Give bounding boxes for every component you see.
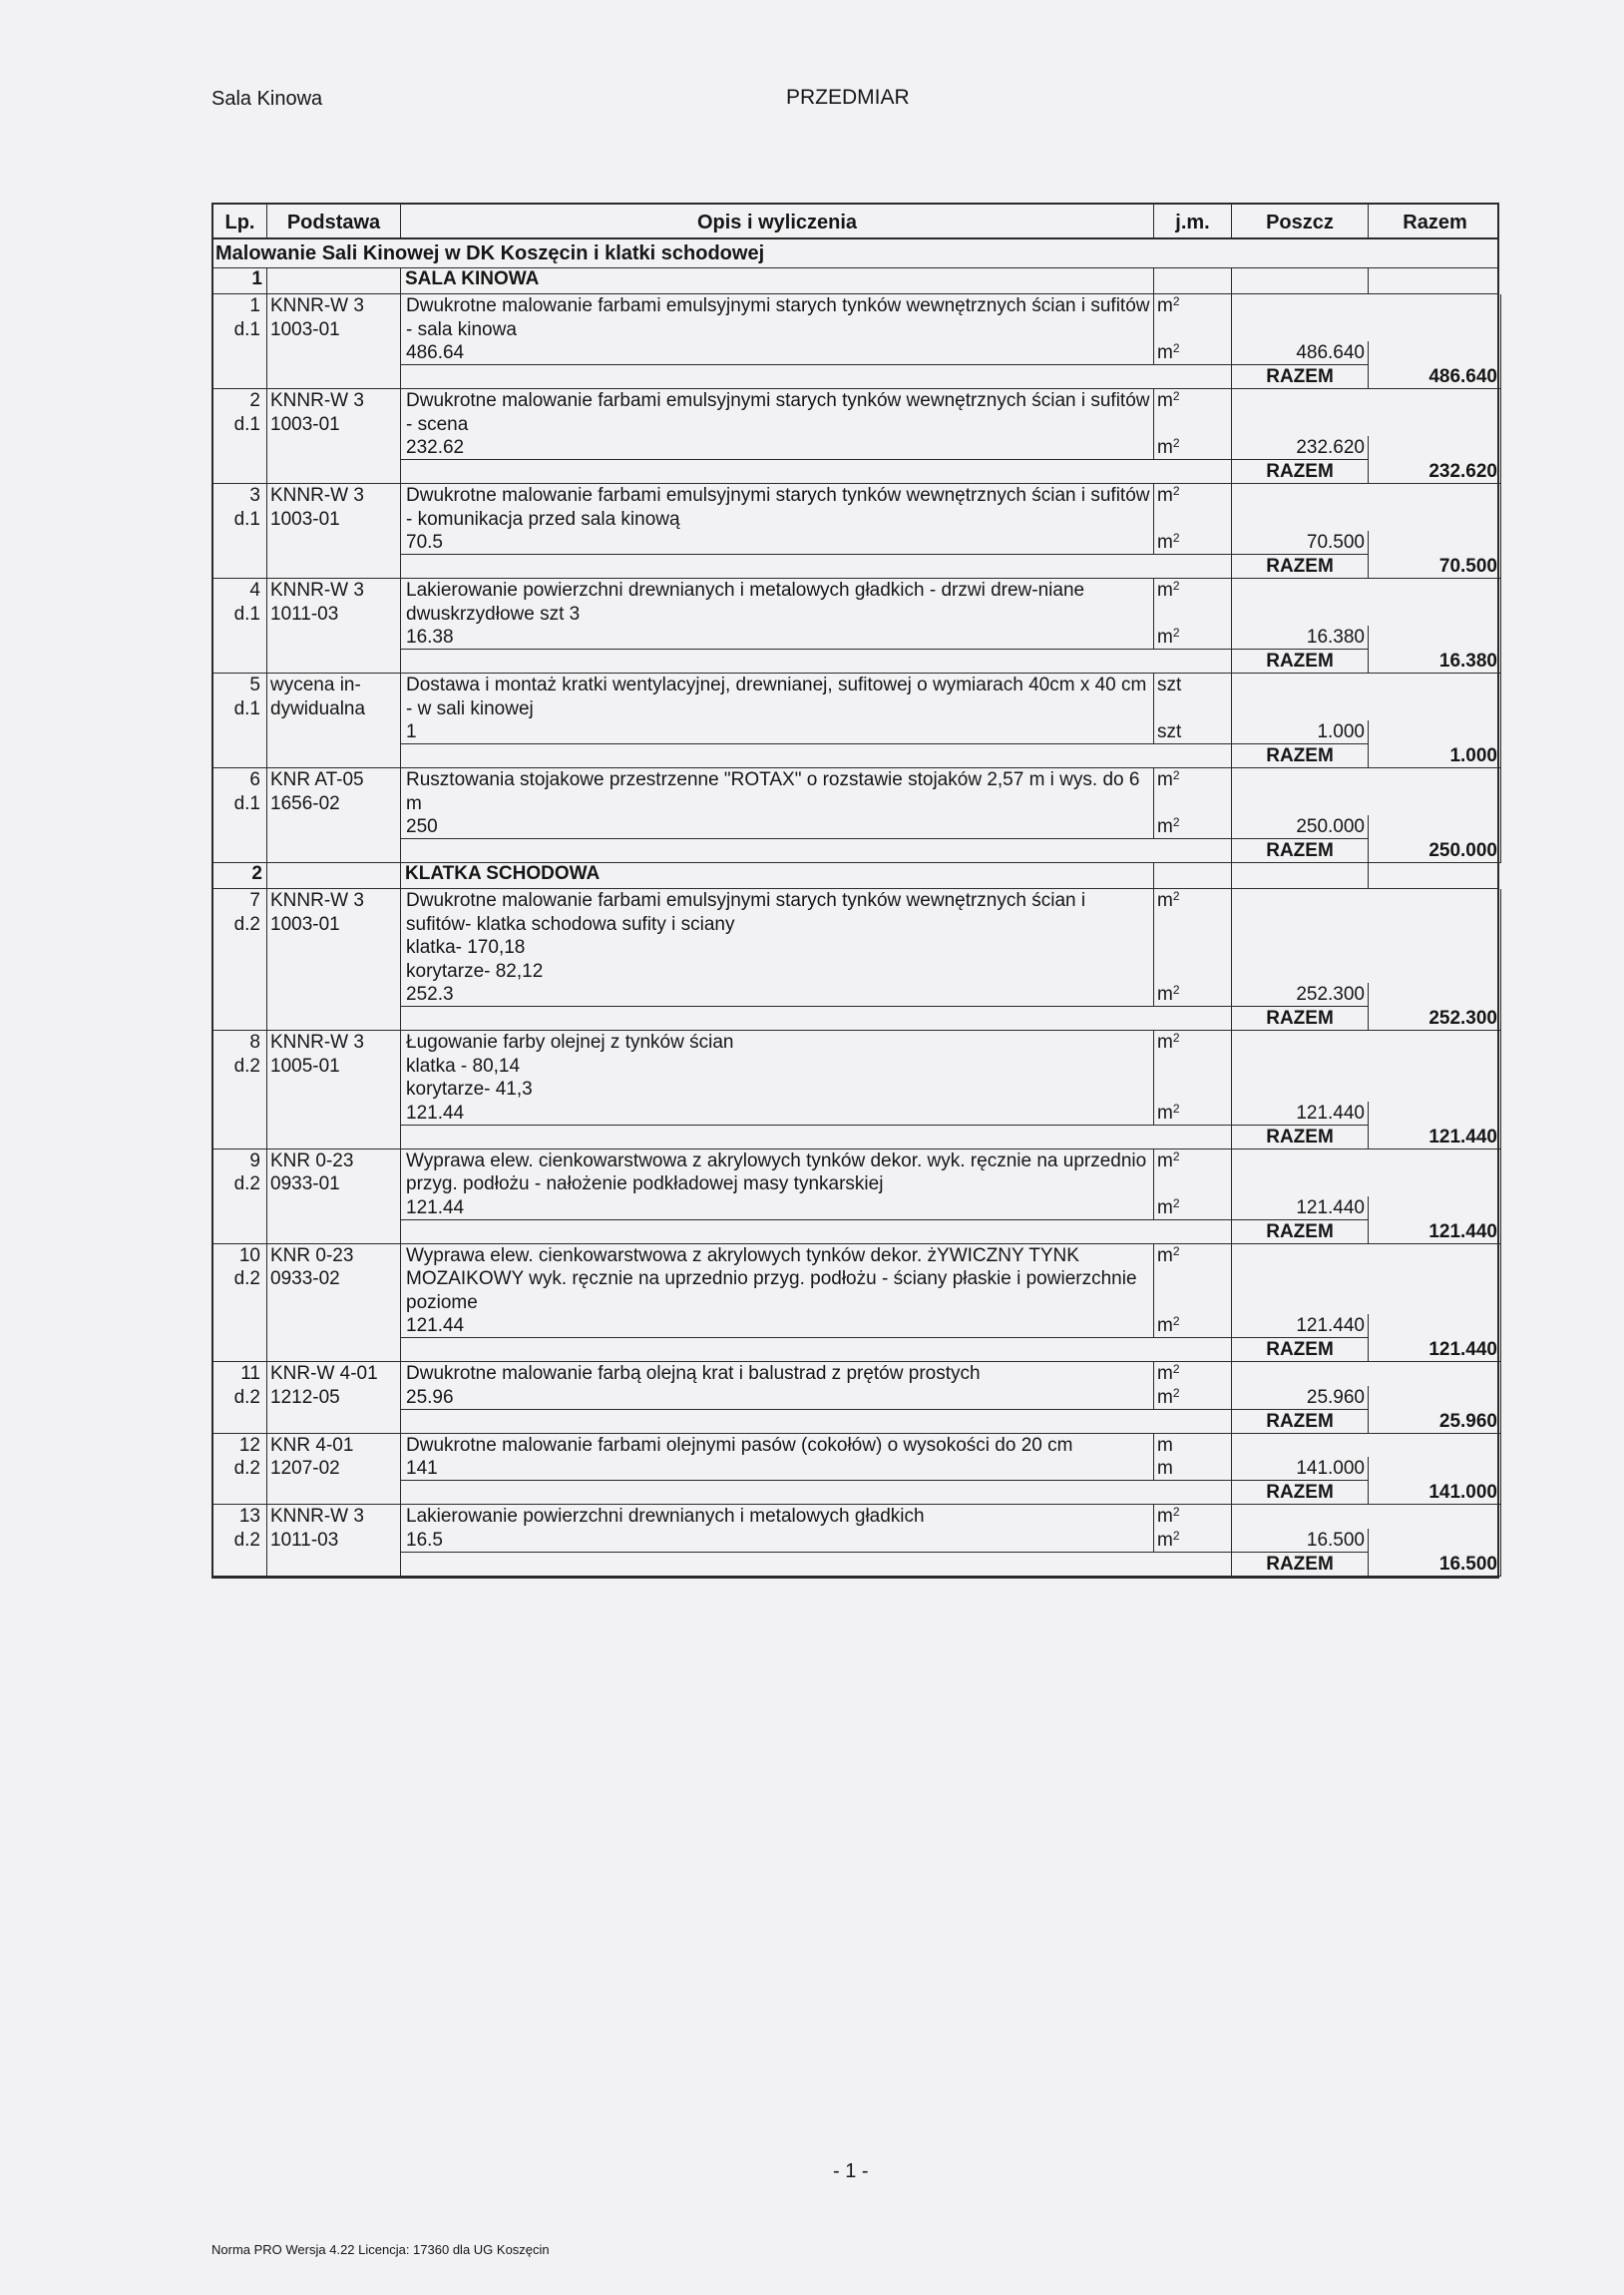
item-calc-unit: $m^2$ [1154, 436, 1232, 460]
item-basis-cell [267, 484, 401, 555]
item-unit: $m^2$ [1154, 484, 1232, 531]
item-calculation: 252.3 [401, 983, 1154, 1007]
item-basis-line: KNNR-W 3 [270, 1506, 364, 1527]
razem-value: 252.300 [1369, 1007, 1501, 1031]
item-calculation: 486.64 [401, 341, 1154, 365]
section-empty-cell [267, 268, 401, 293]
razem-value: 16.500 [1369, 1553, 1501, 1577]
item-section-ref: d.2 [233, 1055, 260, 1077]
razem-empty-cell [1154, 555, 1232, 579]
razem-label: RAZEM [1232, 1553, 1369, 1577]
item-calculation: 232.62 [401, 436, 1154, 460]
razem-empty-cell [401, 1553, 1154, 1577]
razem-empty-cell [1154, 365, 1232, 389]
section-empty-cell [1154, 268, 1232, 293]
item-lp-cell [213, 1505, 267, 1553]
item-lp-cell [213, 484, 267, 555]
item-description: Wyprawa elew. cienkowarstwowa z akrylowych tynków dekor. wyk. ręcznie na uprzednio przyg. podłożu - nałożenie podkładowej masy tynkarskiej [401, 1149, 1154, 1196]
razem-empty-cell [267, 1126, 401, 1149]
section-row [213, 268, 1497, 294]
item-quantity-cell [1369, 1505, 1501, 1553]
item-calc-unit: $m^2$ [1154, 531, 1232, 555]
item-basis-line: KNNR-W 3 [270, 485, 364, 506]
item-quantity: 16.380 [1232, 626, 1369, 650]
razem-empty-cell [213, 744, 267, 768]
item-lp-cell [213, 1031, 267, 1126]
column-header-lp: Lp. [213, 205, 267, 237]
item-quantity: 252.300 [1232, 983, 1369, 1007]
razem-value: 16.380 [1369, 650, 1501, 674]
item-calc-unit: $m^2$ [1154, 1386, 1232, 1410]
item-description: Dwukrotne malowanie farbami emulsyjnymi starych tynków wewnętrznych ścian i sufitów - sala kinowa [401, 294, 1154, 341]
item-quantity: 232.620 [1232, 436, 1369, 460]
item-calc-unit: $m^2$ [1154, 983, 1232, 1007]
item-lp-cell [213, 579, 267, 650]
item-basis-cell [267, 674, 401, 744]
column-header-razem: Razem [1403, 212, 1467, 233]
razem-value: 121.440 [1369, 1338, 1501, 1362]
item-basis-cell [267, 1031, 401, 1126]
item-quantity-cell [1369, 294, 1501, 365]
item-description: Wyprawa elew. cienkowarstwowa z akrylowych tynków dekor. żYWICZNY TYNK MOZAIKOWY wyk. ręcznie na uprzednio przyg. podłożu - ściany płaskie i powierzchnie poziome [401, 1244, 1154, 1315]
razem-empty-cell [267, 1338, 401, 1362]
item-unit: $m^2$ [1154, 294, 1232, 341]
item-calculation: 250 [401, 815, 1154, 839]
item-basis-line: 1003-01 [270, 913, 340, 935]
item-basis-line: dywidualna [270, 697, 366, 719]
razem-label: RAZEM [1232, 744, 1369, 768]
table-body [213, 268, 1497, 1577]
bill-item [213, 1362, 1497, 1434]
item-basis-cell [267, 1362, 401, 1410]
item-quantity-cell [1369, 1362, 1501, 1410]
razem-value: 1.000 [1369, 744, 1501, 768]
item-quantity: 1.000 [1232, 720, 1369, 744]
razem-value: 250.000 [1369, 839, 1501, 863]
razem-empty-cell [1154, 650, 1232, 674]
item-calculation: 141 [401, 1457, 1154, 1481]
item-quantity: 250.000 [1232, 815, 1369, 839]
item-lp-cell [213, 1244, 267, 1339]
item-description: Rusztowania stojakowe przestrzenne "ROTAX" o rozstawie stojaków 2,57 m i wys. do 6 m [401, 768, 1154, 815]
item-number: 3 [249, 485, 260, 506]
item-unit: $m^2$ [1154, 1505, 1232, 1529]
item-number: 9 [249, 1149, 260, 1171]
razem-value: 232.620 [1369, 460, 1501, 484]
item-calculation: 121.44 [401, 1314, 1154, 1338]
razem-empty-cell [401, 1220, 1154, 1244]
item-unit: $m^2$ [1154, 1031, 1232, 1102]
razem-empty-cell [213, 555, 267, 579]
section-empty-cell [1232, 268, 1369, 293]
item-basis-line: KNR 0-23 [270, 1244, 354, 1266]
item-number: 1 [249, 295, 260, 316]
column-header-opis: Opis i wyliczenia [401, 205, 1154, 237]
item-basis-line: 1005-01 [270, 1055, 340, 1077]
section-number: 2 [213, 863, 267, 888]
razem-value: 141.000 [1369, 1481, 1501, 1505]
software-footer: Norma PRO Wersja 4.22 Licencja: 17360 dla UG Koszęcin [211, 2242, 550, 2257]
item-basis-line: KNR-W 4-01 [270, 1363, 378, 1384]
razem-empty-cell [401, 650, 1154, 674]
razem-empty-cell [1154, 1220, 1232, 1244]
razem-empty-cell [213, 365, 267, 389]
item-section-ref: d.2 [233, 1529, 260, 1551]
razem-value: 25.960 [1369, 1410, 1501, 1434]
item-basis-line: KNNR-W 3 [270, 890, 364, 911]
item-quantity: 121.440 [1232, 1314, 1369, 1338]
item-number: 6 [249, 769, 260, 790]
razem-empty-cell [1154, 1126, 1232, 1149]
item-quantity-cell [1369, 768, 1501, 839]
item-basis-line: KNR 4-01 [270, 1434, 354, 1456]
razem-empty-cell [213, 1220, 267, 1244]
item-quantity-cell [1369, 889, 1501, 1007]
item-quantity-cell [1369, 579, 1501, 650]
item-quantity: 25.960 [1232, 1386, 1369, 1410]
razem-label: RAZEM [1232, 555, 1369, 579]
item-lp-cell [213, 294, 267, 365]
razem-label: RAZEM [1232, 1410, 1369, 1434]
bill-item [213, 1505, 1497, 1577]
razem-empty-cell [1154, 460, 1232, 484]
razem-label: RAZEM [1232, 650, 1369, 674]
razem-empty-cell [267, 650, 401, 674]
section-empty-cell [1369, 863, 1501, 888]
item-calc-unit: $m^2$ [1154, 626, 1232, 650]
section-number: 1 [213, 268, 267, 293]
razem-empty-cell [1154, 839, 1232, 863]
section-title: SALA KINOWA [401, 268, 1154, 293]
item-description: Dostawa i montaż kratki wentylacyjnej, drewnianej, sufitowej o wymiarach 40cm x 40 cm - w sali kinowej [401, 674, 1154, 720]
item-section-ref: d.2 [233, 1458, 260, 1479]
item-calc-unit: szt [1154, 720, 1232, 744]
razem-empty-cell [213, 1553, 267, 1577]
document-title: PRZEDMIAR [786, 86, 910, 109]
item-quantity-cell [1369, 1434, 1501, 1482]
item-section-ref: d.1 [233, 792, 260, 814]
section-empty-cell [1369, 268, 1501, 293]
item-description: Dwukrotne malowanie farbami emulsyjnymi starych tynków wewnętrznych ścian i sufitów - komunikacja przed sala kinową [401, 484, 1154, 531]
razem-empty-cell [401, 744, 1154, 768]
razem-empty-cell [213, 1410, 267, 1434]
razem-empty-cell [401, 555, 1154, 579]
bill-item [213, 1149, 1497, 1244]
item-basis-cell [267, 294, 401, 365]
section-title: KLATKA SCHODOWA [401, 863, 1154, 888]
item-lp-cell [213, 889, 267, 1007]
item-basis-cell [267, 1149, 401, 1220]
razem-empty-cell [1154, 744, 1232, 768]
item-unit: $m^2$ [1154, 579, 1232, 626]
razem-empty-cell [401, 365, 1154, 389]
razem-empty-cell [267, 1481, 401, 1505]
item-basis-line: 1003-01 [270, 318, 340, 340]
item-calc-unit: m [1154, 1457, 1232, 1481]
item-calc-unit: $m^2$ [1154, 1529, 1232, 1553]
column-header-poszcz: Poszcz [1232, 205, 1369, 237]
razem-label: RAZEM [1232, 1481, 1369, 1505]
item-quantity: 16.500 [1232, 1529, 1369, 1553]
item-lp-cell [213, 674, 267, 744]
item-section-ref: d.2 [233, 1268, 260, 1289]
item-basis-line: 1011-03 [270, 1529, 339, 1551]
item-unit: $m^2$ [1154, 768, 1232, 815]
item-quantity: 121.440 [1232, 1196, 1369, 1220]
item-number: 10 [238, 1244, 260, 1266]
bill-item [213, 294, 1497, 389]
item-quantity-cell [1369, 674, 1501, 744]
item-basis-cell [267, 1244, 401, 1339]
razem-empty-cell [267, 365, 401, 389]
item-unit: $m^2$ [1154, 1362, 1232, 1386]
item-number: 2 [249, 390, 260, 411]
razem-empty-cell [267, 555, 401, 579]
column-header-jm: j.m. [1154, 205, 1232, 237]
razem-value: 70.500 [1369, 555, 1501, 579]
item-basis-line: KNNR-W 3 [270, 1032, 364, 1053]
razem-empty-cell [1154, 1338, 1232, 1362]
razem-empty-cell [1154, 1410, 1232, 1434]
section-row [213, 863, 1497, 889]
item-calc-unit: $m^2$ [1154, 341, 1232, 365]
razem-label: RAZEM [1232, 839, 1369, 863]
item-number: 8 [249, 1032, 260, 1053]
table-header-row [213, 205, 1497, 239]
razem-label: RAZEM [1232, 365, 1369, 389]
bill-item [213, 484, 1497, 579]
item-number: 5 [249, 675, 260, 695]
item-calculation: 16.5 [401, 1529, 1154, 1553]
item-basis-line: KNR AT-05 [270, 769, 364, 790]
razem-label: RAZEM [1232, 1007, 1369, 1031]
document-header-left: Sala Kinowa [211, 88, 323, 110]
razem-empty-cell [401, 1410, 1154, 1434]
item-section-ref: d.2 [233, 1173, 260, 1194]
item-unit: $m^2$ [1154, 1149, 1232, 1196]
razem-empty-cell [401, 1338, 1154, 1362]
item-section-ref: d.1 [233, 697, 260, 719]
item-basis-line: 1212-05 [270, 1386, 340, 1408]
item-quantity-cell [1369, 484, 1501, 555]
item-lp-cell [213, 768, 267, 839]
razem-empty-cell [401, 1126, 1154, 1149]
item-description: Ługowanie farby olejnej z tynków ścian klatka - 80,14 korytarze- 41,3 [401, 1031, 1154, 1102]
razem-label: RAZEM [1232, 1220, 1369, 1244]
bill-item [213, 579, 1497, 674]
razem-empty-cell [267, 1007, 401, 1031]
item-number: 4 [249, 580, 260, 601]
item-basis-line: KNR 0-23 [270, 1149, 354, 1171]
item-lp-cell [213, 389, 267, 460]
razem-empty-cell [213, 1338, 267, 1362]
item-section-ref: d.1 [233, 603, 260, 625]
razem-empty-cell [213, 1007, 267, 1031]
item-basis-cell [267, 1434, 401, 1482]
item-basis-cell [267, 889, 401, 1007]
item-description: Dwukrotne malowanie farbami emulsyjnymi starych tynków wewnętrznych ścian i sufitów - scena [401, 389, 1154, 436]
item-basis-line: 1207-02 [270, 1458, 340, 1479]
razem-empty-cell [401, 839, 1154, 863]
razem-empty-cell [213, 839, 267, 863]
item-basis-line: 1656-02 [270, 792, 340, 814]
razem-label: RAZEM [1232, 1126, 1369, 1149]
item-calculation: 25.96 [401, 1386, 1154, 1410]
item-basis-line: KNNR-W 3 [270, 295, 364, 316]
item-basis-cell [267, 1505, 401, 1553]
item-section-ref: d.2 [233, 1386, 260, 1408]
razem-value: 121.440 [1369, 1220, 1501, 1244]
razem-label: RAZEM [1232, 1338, 1369, 1362]
razem-empty-cell [267, 839, 401, 863]
item-section-ref: d.2 [233, 913, 260, 935]
bill-item [213, 1434, 1497, 1506]
item-section-ref: d.1 [233, 413, 260, 435]
razem-empty-cell [213, 650, 267, 674]
item-basis-line: 1003-01 [270, 508, 340, 530]
item-basis-line: wycena in- [270, 675, 361, 695]
section-empty-cell [267, 863, 401, 888]
page-number: - 1 - [833, 2160, 869, 2182]
item-basis-line: 0933-02 [270, 1268, 340, 1289]
bill-item [213, 1031, 1497, 1149]
razem-empty-cell [401, 1481, 1154, 1505]
item-description: Lakierowanie powierzchni drewnianych i metalowych gładkich [401, 1505, 1154, 1529]
item-basis-line: 1011-03 [270, 603, 339, 625]
bill-item [213, 1244, 1497, 1363]
razem-empty-cell [267, 1553, 401, 1577]
item-quantity: 121.440 [1232, 1102, 1369, 1126]
item-basis-cell [267, 389, 401, 460]
item-calculation: 121.44 [401, 1196, 1154, 1220]
item-unit: $m^2$ [1154, 389, 1232, 436]
item-calculation: 121.44 [401, 1102, 1154, 1126]
item-number: 11 [240, 1363, 260, 1384]
item-unit: $m^2$ [1154, 1244, 1232, 1315]
item-quantity-cell [1369, 389, 1501, 460]
razem-empty-cell [1154, 1481, 1232, 1505]
section-empty-cell [1232, 863, 1369, 888]
item-number: 7 [249, 890, 260, 911]
item-description: Dwukrotne malowanie farbami emulsyjnymi starych tynków wewnętrznych ścian i sufitów- klatka schodowa sufity i sciany klatka- 170,18 korytarze- 82,12 [401, 889, 1154, 983]
bill-of-quantities-table [211, 203, 1499, 1579]
razem-empty-cell [267, 460, 401, 484]
bill-item [213, 889, 1497, 1031]
item-calc-unit: $m^2$ [1154, 815, 1232, 839]
bill-item [213, 674, 1497, 768]
item-unit: $m^2$ [1154, 889, 1232, 983]
razem-empty-cell [267, 1220, 401, 1244]
item-basis-line: KNNR-W 3 [270, 390, 364, 411]
item-quantity: 141.000 [1232, 1457, 1369, 1481]
razem-empty-cell [1154, 1553, 1232, 1577]
item-quantity-cell [1369, 1149, 1501, 1220]
item-description: Dwukrotne malowanie farbą olejną krat i balustrad z prętów prostych [401, 1362, 1154, 1386]
item-lp-cell [213, 1434, 267, 1482]
razem-empty-cell [1154, 1007, 1232, 1031]
item-quantity: 486.640 [1232, 341, 1369, 365]
column-header-podstawa: Podstawa [267, 205, 401, 237]
section-empty-cell [1154, 863, 1232, 888]
item-basis-line: 0933-01 [270, 1173, 340, 1194]
item-lp-cell [213, 1149, 267, 1220]
item-section-ref: d.1 [233, 508, 260, 530]
item-calc-unit: $m^2$ [1154, 1102, 1232, 1126]
razem-empty-cell [213, 460, 267, 484]
razem-empty-cell [213, 1481, 267, 1505]
item-lp-cell [213, 1362, 267, 1410]
item-basis-line: KNNR-W 3 [270, 580, 364, 601]
item-calculation: 70.5 [401, 531, 1154, 555]
item-calculation: 16.38 [401, 626, 1154, 650]
razem-empty-cell [267, 744, 401, 768]
razem-empty-cell [213, 1126, 267, 1149]
item-quantity-cell [1369, 1244, 1501, 1339]
item-number: 13 [238, 1506, 260, 1527]
item-number: 12 [238, 1434, 260, 1456]
item-unit: m [1154, 1434, 1232, 1458]
bill-item [213, 768, 1497, 863]
estimate-title: Malowanie Sali Kinowej w DK Koszęcin i klatki schodowej [213, 239, 1497, 268]
item-unit: szt [1154, 674, 1232, 720]
razem-value: 486.640 [1369, 365, 1501, 389]
item-calc-unit: $m^2$ [1154, 1314, 1232, 1338]
razem-empty-cell [267, 1410, 401, 1434]
item-section-ref: d.1 [233, 318, 260, 340]
item-description: Dwukrotne malowanie farbami olejnymi pasów (cokołów) o wysokości do 20 cm [401, 1434, 1154, 1458]
item-quantity: 70.500 [1232, 531, 1369, 555]
item-quantity-cell [1369, 1031, 1501, 1126]
razem-value: 121.440 [1369, 1126, 1501, 1149]
razem-empty-cell [401, 460, 1154, 484]
item-calculation: 1 [401, 720, 1154, 744]
razem-label: RAZEM [1232, 460, 1369, 484]
item-basis-cell [267, 579, 401, 650]
bill-item [213, 389, 1497, 484]
razem-empty-cell [401, 1007, 1154, 1031]
item-basis-line: 1003-01 [270, 413, 340, 435]
item-basis-cell [267, 768, 401, 839]
item-calc-unit: $m^2$ [1154, 1196, 1232, 1220]
item-description: Lakierowanie powierzchni drewnianych i metalowych gładkich - drzwi drew-niane dwuskrzydłowe szt 3 [401, 579, 1154, 626]
